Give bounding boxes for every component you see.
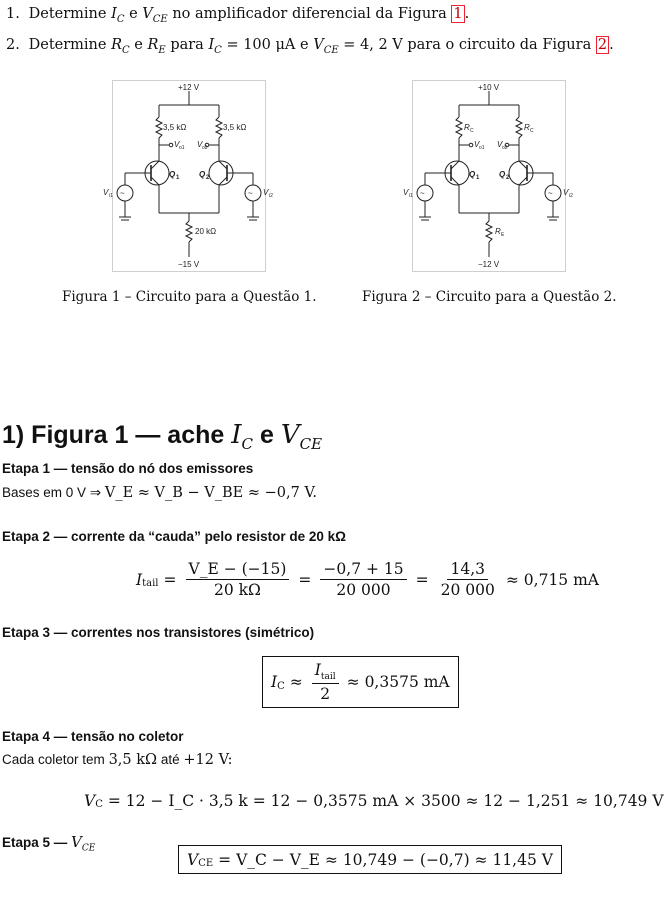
figure-2-caption: Figura 2 – Circuito para a Questão 2. <box>362 289 617 305</box>
question-number: 1. <box>6 6 20 22</box>
punct: . <box>464 6 470 22</box>
label-vo2: V <box>197 140 203 149</box>
label-vi2-sub: i2 <box>569 193 573 199</box>
step-1-title: Etapa 1 — tensão do nó dos emissores <box>2 461 254 476</box>
label-rc-left: R <box>464 123 470 132</box>
value: +12 V: <box>183 752 233 768</box>
equals: = <box>415 570 429 589</box>
step-text: Cada coletor tem <box>2 752 105 767</box>
label-vo2-sub: o2 <box>502 145 508 151</box>
label-vi1: V <box>103 188 109 197</box>
resistor-rc-right <box>216 117 222 138</box>
denominator: 20 000 <box>336 581 391 599</box>
var: R <box>111 37 122 53</box>
label-rc-left-sub: C <box>470 128 474 134</box>
question-text: para <box>170 37 204 53</box>
label-vo1: V <box>174 140 180 149</box>
label-q1: Q <box>169 170 176 179</box>
fraction <box>186 560 290 599</box>
numerator: −0,7 + 15 <box>320 560 406 580</box>
var-sub: C <box>122 44 130 56</box>
solution-heading <box>2 420 322 453</box>
fraction <box>438 560 498 599</box>
label-q1-sub: 1 <box>476 175 480 181</box>
denominator: 2 <box>320 685 331 704</box>
approx: ≈ <box>289 673 303 692</box>
question-text: e <box>129 6 138 22</box>
numerator: 14,3 <box>447 560 488 580</box>
label-q2-sub: 2 <box>206 175 210 181</box>
var-sub: C <box>116 13 125 25</box>
var-sub: C <box>95 799 103 810</box>
equation-body: = V_C − V_E ≈ 10,749 − (−0,7) ≈ 11,45 V <box>218 850 553 869</box>
label-vi1-sub: i1 <box>109 193 113 199</box>
resistor-re <box>186 221 192 242</box>
var-sub: CE <box>198 858 214 869</box>
var: V <box>84 791 96 810</box>
label-q1: Q <box>469 170 476 179</box>
label-re: R <box>495 227 501 236</box>
var: I <box>271 673 278 692</box>
node <box>169 143 173 147</box>
figure-1-circuit <box>103 80 273 272</box>
question-text: para o circuito da Figura <box>407 37 592 53</box>
label-rc-right: 3,5 kΩ <box>223 123 247 132</box>
var: I <box>111 6 117 22</box>
var: I <box>314 661 321 679</box>
fraction <box>320 560 406 599</box>
value: 3,5 kΩ <box>108 752 158 768</box>
value: = 4, 2 V <box>343 37 403 53</box>
label-vi2: V <box>563 188 569 197</box>
label-supply-top: +10 V <box>478 83 500 92</box>
question-text: e <box>134 37 143 53</box>
var-sub: CE <box>152 13 168 25</box>
equals: = <box>298 570 312 589</box>
var: I <box>136 570 143 589</box>
heading-text: e <box>259 421 274 449</box>
label-vi2-sub: i2 <box>269 193 273 199</box>
resistor-re <box>486 221 492 242</box>
label-vi1-sub: i1 <box>409 193 413 199</box>
label-vo1: V <box>474 140 480 149</box>
label-re: 20 kΩ <box>195 227 217 236</box>
var: I <box>231 420 242 450</box>
question-text: e <box>300 37 309 53</box>
punct: . <box>609 37 614 53</box>
heading-text: 1) Figura 1 — ache <box>2 421 225 449</box>
question-text: Determine <box>28 37 107 53</box>
step-1-line <box>2 485 317 501</box>
label-supply-bottom: −12 V <box>478 260 500 269</box>
var-sub: E <box>158 44 166 56</box>
var: V <box>71 833 82 851</box>
step-text: até <box>160 752 180 767</box>
question-2 <box>6 37 614 56</box>
label-q1-sub: 1 <box>176 175 180 181</box>
label-q2-sub: 2 <box>506 175 510 181</box>
var-sub: CE <box>299 435 323 453</box>
var: V <box>313 37 324 53</box>
figure-link[interactable]: 2 <box>597 37 608 53</box>
figure-2-circuit <box>403 80 573 272</box>
figure-link[interactable]: 1 <box>453 6 463 22</box>
denominator: 20 000 <box>440 581 495 599</box>
label-supply-top: +12 V <box>178 83 200 92</box>
var: R <box>147 37 159 53</box>
label-vi2: V <box>263 188 269 197</box>
numerator: V_E − (−15) <box>186 560 290 580</box>
numerator <box>312 661 339 684</box>
question-1 <box>6 6 469 25</box>
question-number: 2. <box>6 37 20 53</box>
label-vo2: V <box>497 140 503 149</box>
step-4-equation <box>84 791 664 810</box>
tilde-icon: ~ <box>120 189 125 198</box>
label-supply-bottom: −15 V <box>178 260 200 269</box>
label-rc-right-sub: C <box>530 128 534 134</box>
step-3-title: Etapa 3 — correntes nos transistores (simétrico) <box>2 625 315 640</box>
var: V <box>142 6 153 22</box>
label-vi1: V <box>403 188 409 197</box>
equals: = <box>163 570 177 589</box>
var: V <box>280 420 300 450</box>
tilde-icon: ~ <box>548 189 553 198</box>
result: ≈ 0,715 mA <box>505 570 599 589</box>
step-5-title <box>2 833 95 854</box>
var: I <box>208 37 215 53</box>
step-4-line <box>2 752 232 768</box>
denominator: 20 kΩ <box>214 581 261 599</box>
resistor-rc-right <box>516 117 522 138</box>
step-2-equation <box>136 560 599 599</box>
step-1-equation: V_E ≈ V_B − V_BE ≈ −0,7 V. <box>104 485 317 501</box>
value: = 100 μA <box>226 37 296 53</box>
var-sub: C <box>214 44 222 56</box>
step-3-boxed-equation <box>262 656 459 708</box>
tilde-icon: ~ <box>248 189 253 198</box>
var: V <box>187 850 199 869</box>
label-rc-right: R <box>524 123 530 132</box>
var-sub: tail <box>142 578 159 589</box>
fraction <box>312 661 339 703</box>
var-sub: CE <box>81 843 96 854</box>
label-q2: Q <box>199 170 206 179</box>
step-title-text: Etapa 5 — <box>2 835 68 850</box>
circuit-diagram-1 <box>103 81 273 271</box>
label-q2: Q <box>499 170 506 179</box>
question-text: no amplificador diferencial da Figura <box>172 6 447 22</box>
label-vo2-sub: o2 <box>202 145 208 151</box>
label-re-sub: E <box>501 232 505 238</box>
step-5-boxed-equation <box>178 845 562 874</box>
label-vo1-sub: o1 <box>479 145 485 151</box>
var-sub: C <box>277 680 285 692</box>
label-vo1-sub: o1 <box>179 145 185 151</box>
resistor-rc-left <box>156 117 162 138</box>
var-sub: CE <box>323 44 339 56</box>
var-sub: tail <box>320 672 336 683</box>
label-rc-left: 3,5 kΩ <box>163 123 187 132</box>
circuit-diagram-2 <box>403 81 573 271</box>
question-text: Determine <box>28 6 107 22</box>
figure-1-caption: Figura 1 – Circuito para a Questão 1. <box>62 289 317 305</box>
step-2-title: Etapa 2 — corrente da “cauda” pelo resistor de 20 kΩ <box>2 529 346 544</box>
step-4-title: Etapa 4 — tensão no coletor <box>2 729 184 744</box>
equation-body: = 12 − I_C · 3,5 k = 12 − 0,3575 mA × 3500 ≈ 12 − 1,251 ≈ 10,749 V <box>107 791 664 810</box>
var-sub: C <box>241 435 254 453</box>
tilde-icon: ~ <box>420 189 425 198</box>
resistor-rc-left <box>456 117 462 138</box>
step-text: Bases em 0 V ⇒ <box>2 485 102 500</box>
result: ≈ 0,3575 mA <box>346 673 450 692</box>
